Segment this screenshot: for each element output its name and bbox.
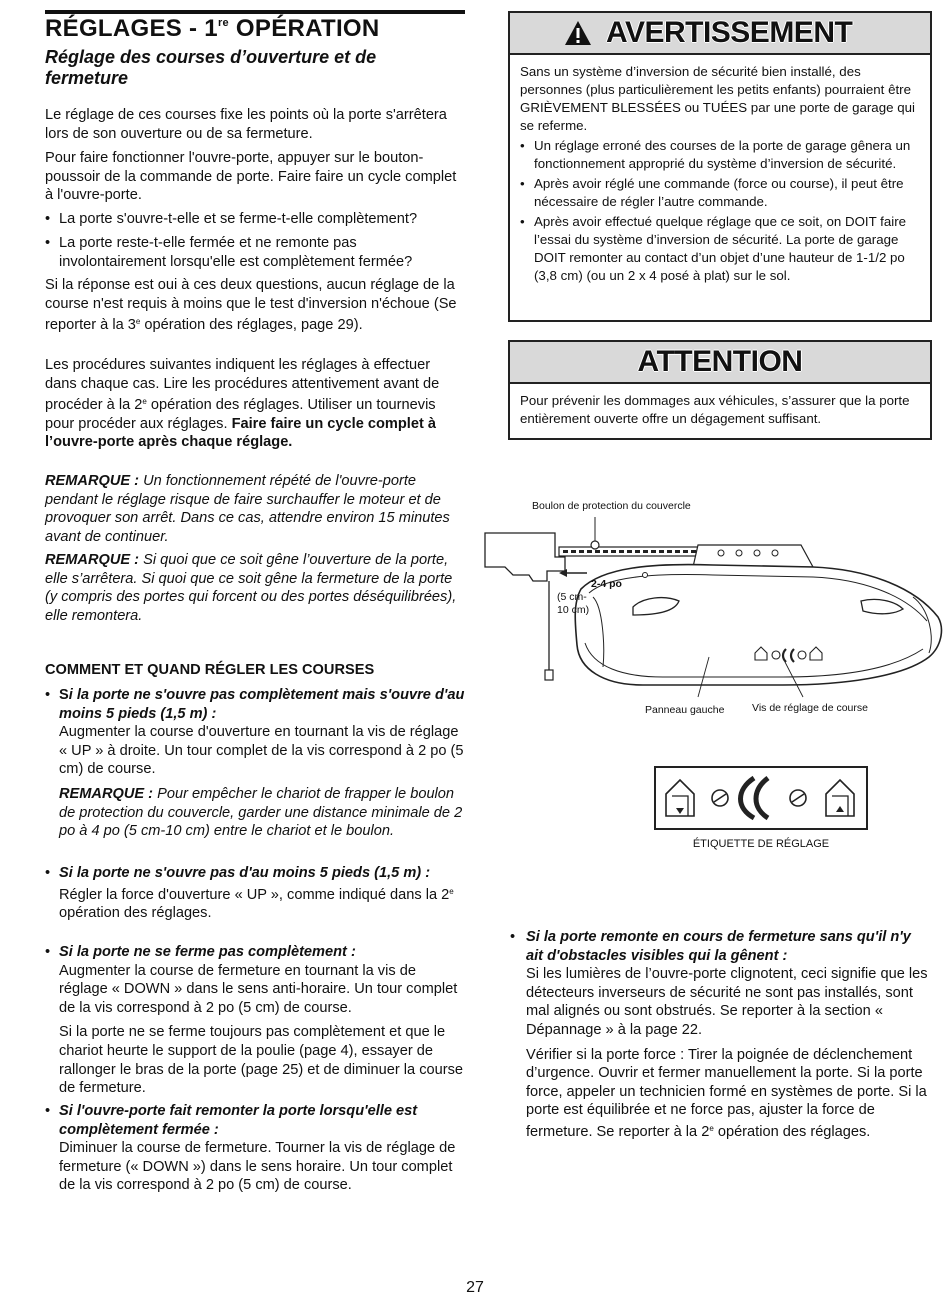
- warning-heading: AVERTISSEMENT: [606, 16, 853, 49]
- answer-paragraph: Si la réponse est oui à ces deux questions, aucun réglage de la course n'est requis à moins que le test d'inversion n'échoue (Se reporter à la 3e opération des réglages, page 29).: [45, 277, 457, 334]
- attention-heading: ATTENTION: [637, 345, 803, 378]
- adjustment-tag-icons: [656, 768, 866, 828]
- up-house-icon: [826, 780, 854, 816]
- distance-metric-1: (5 cm-: [557, 591, 587, 603]
- note-overheat: REMARQUE : Un fonctionnement répété de l'ouvre-porte pendant le réglage risque de faire surchauffer le moteur et de provoquer son arrêt. Dans ce cas, attendre environ 15 minutes avant de continuer.: [45, 473, 450, 545]
- attention-box: [508, 340, 932, 440]
- warning-box: [508, 11, 932, 322]
- screws-label: Vis de réglage de course: [752, 702, 868, 714]
- opener-illustration: [483, 497, 948, 727]
- cw-arrow-icon: [756, 778, 768, 818]
- bolt-label: Boulon de protection du couvercle: [532, 500, 691, 512]
- procedures-paragraph: Les procédures suivantes indiquent les réglages à effectuer dans chaque cas. Lire les procédures attentivement avant de procéder à la 2e opération des réglages. Utiliser un tournevis pour procéder aux réglages. Faire faire un cycle complet à l’ouvre-porte après chaque réglage.: [45, 357, 440, 451]
- adjustment-tag: [654, 766, 868, 830]
- page-number: 27: [466, 1279, 484, 1296]
- page-subtitle: Réglage des courses d’ouverture et de fermeture: [45, 47, 377, 88]
- page-title: RÉGLAGES - 1re OPÉRATION: [45, 15, 380, 42]
- title-rule: [45, 10, 465, 14]
- left-panel-label: Panneau gauche: [645, 704, 725, 716]
- distance-metric-2: 10 cm): [557, 604, 590, 616]
- attention-text: Pour prévenir les dommages aux véhicules, s’assurer que la porte entièrement ouverte offre un dégagement suffisant.: [520, 393, 910, 426]
- distance-label: 2-4 po: [591, 578, 622, 590]
- intro-paragraph-2: Pour faire fonctionner l'ouvre-porte, appuyer sur le bouton-poussoir de la commande de porte. Faire faire un cycle complet à l'ouvre-porte.: [45, 150, 457, 204]
- tag-caption: ÉTIQUETTE DE RÉGLAGE: [692, 838, 830, 850]
- section-heading: COMMENT ET QUAND RÉGLER LES COURSES: [45, 662, 375, 678]
- attention-header: [510, 342, 930, 384]
- intro-paragraph-1: Le réglage de ces courses fixe les points où la porte s'arrêtera lors de son ouverture ou de sa fermeture.: [45, 107, 447, 142]
- note-obstruction: REMARQUE : Si quoi que ce soit gêne l’ouverture de la porte, elle s’arrêtera. Si quoi que ce soit gêne la fermeture de la porte (y compris des portes qui forcent ou des portes déséquilibrées), elle remontera.: [45, 552, 457, 624]
- opener-diagram: [483, 497, 948, 727]
- warning-bullet-1: • Un réglage erroné des courses de la porte de garage gênera un fonctionnement approprié du système d’inversion de sécurité.: [520, 138, 911, 171]
- warning-intro: Sans un système d’inversion de sécurité bien installé, des personnes (plus particulièrement les petits enfants) pourraient être GRIÈVEMENT BLESSÉES ou TUÉES par une porte de garage qui se referme.: [520, 64, 915, 133]
- down-house-icon: [666, 780, 694, 816]
- warning-bullet-3: • Après avoir effectué quelque réglage que ce soit, on DOIT faire l’essai du système d’inversion de sécurité. La porte de garage DOIT remonter au contact d’un objet d’une hauteur de 1-1/2 po (3,8 cm) (ou un 2 x 4 posé à plat) sur le sol.: [520, 214, 907, 283]
- warning-header: [510, 13, 930, 55]
- ccw-arrow-icon: [741, 778, 755, 818]
- warning-triangle-icon: [564, 20, 592, 46]
- warning-bullet-2: • Après avoir réglé une commande (force ou course), il peut être nécessaire de régler l’autre commande.: [520, 176, 904, 209]
